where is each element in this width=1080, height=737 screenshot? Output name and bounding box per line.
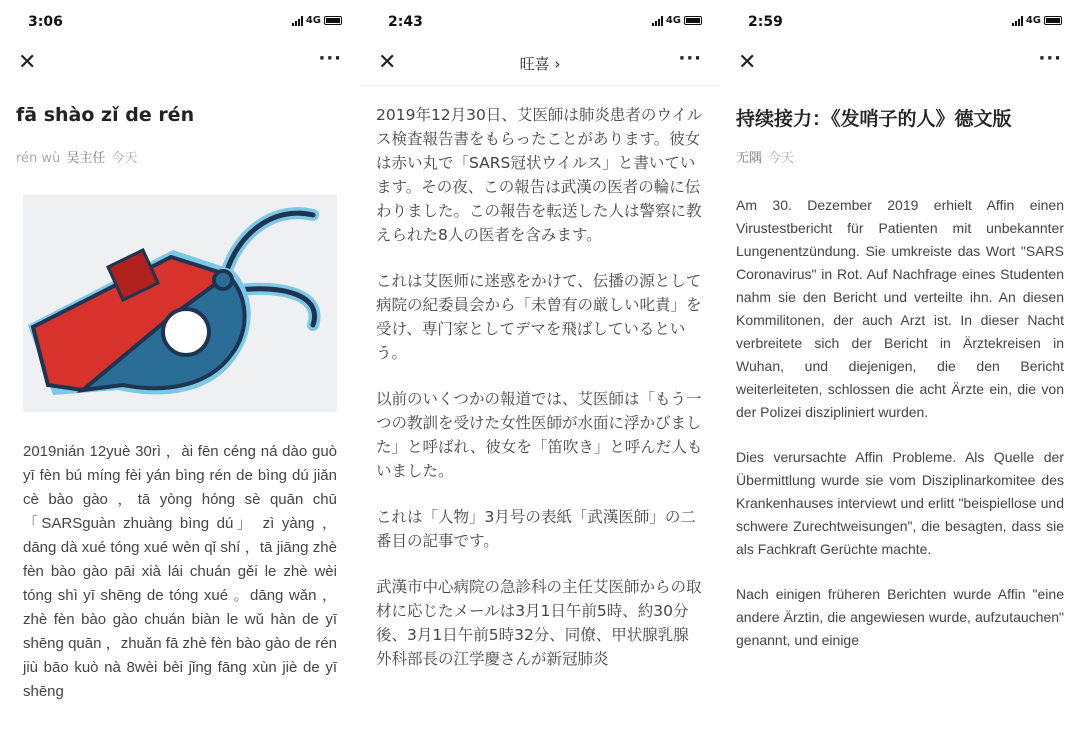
status-time: 2:43 xyxy=(388,14,423,30)
article-title: fā shào zǐ de rén xyxy=(16,104,195,126)
battery-icon xyxy=(324,16,342,25)
more-icon[interactable]: ··· xyxy=(1038,48,1062,69)
more-icon[interactable]: ··· xyxy=(678,48,702,69)
paragraph: 2019nián 12yuè 30rì ，ài fēn céng ná dào guò yī fèn bú míng fèi yán bìng rén de bìng dú jiǎn cè bào gào ，tā yòng hóng sè quān chū 「SARSguàn zhuàng bìng dú」 zì yàng ，dāng dà xué tóng xué wèn qǐ shí ，tā jiāng zhè fèn bào gào pāi xià lái chuán gěi le zhè wèi tóng shì yī shēng de tóng xué 。dāng wǎn ，zhè fèn bào gào chuán biàn le wǔ hàn de yī shēng quān ，zhuǎn fā zhè fèn bào gào de rén jiù bāo kuò nà 8wèi bèi jǐng fāng xùn jiè de yī shēng xyxy=(23,443,337,700)
paragraph: 武漢市中心病院の急診科の主任艾医師からの取材に応じたメールは3月1日午前5時、約30分後、3月1日午前5時32分、同僚、甲状腺乳腺外科部長の江学慶さんが新冠肺炎 xyxy=(376,578,702,668)
more-icon[interactable]: ··· xyxy=(318,48,342,69)
status-time: 3:06 xyxy=(28,14,63,30)
article-body xyxy=(736,194,1064,652)
author-name[interactable]: 无隅 xyxy=(736,151,763,166)
paragraph: Dies verursachte Affin Probleme. Als Quelle der Übermittlung wurde sie vom Disziplinarkomitee des Krankenhauses interviewt und erlitt "beispiellose und schwere Zurechtweisungen", die besagten, dass sie als Fachkraft Gerüchte machte. xyxy=(736,449,1064,557)
paragraph: Am 30. Dezember 2019 erhielt Affin einen Virustestbericht für Patienten mit unbekannter Lungenentzündung. Sie umkreiste das Wort "SARS Coronavirus" in Rot. Auf Nachfrage eines Studenten nahm sie den Bericht und verteilte ihn. An diesen Kommilitonen, der auch Arzt ist. In dieser Nacht verbreitete sich der Bericht in Ärztekreisen in Wuhan, und diejenigen, die den Bericht weiterleiteten, schlossen die acht Ärzte ein, die von der Polizei diszipliniert wurden. xyxy=(736,197,1064,420)
status-bar xyxy=(360,12,720,32)
close-icon[interactable]: ✕ xyxy=(378,50,397,75)
nav-divider xyxy=(360,85,720,86)
nav-bar xyxy=(0,48,360,80)
paragraph: Nach einigen früheren Berichten wurde Affin "eine andere Ärztin, die angewiesen wurde, aufzutauchen" genannt, und einige xyxy=(736,586,1064,648)
network-label: 4G xyxy=(1025,15,1041,26)
account-name-link[interactable]: 旺喜 › xyxy=(519,55,561,73)
status-time: 2:59 xyxy=(748,14,783,30)
paragraph: 以前のいくつかの報道では、艾医師は「もう一つの教訓を受けた女性医師が水面に浮かびました」と呼ばれ、彼女を「笛吹き」と呼んだ人もいました。 xyxy=(376,390,703,480)
close-icon[interactable]: ✕ xyxy=(18,50,37,75)
network-label: 4G xyxy=(305,15,321,26)
whistle-illustration xyxy=(23,195,337,412)
article-meta xyxy=(16,147,137,166)
article-title: 持续接力：《发哨子的人》德文版 xyxy=(736,108,1012,130)
article-body xyxy=(23,440,337,704)
signal-icon xyxy=(652,16,663,26)
status-bar xyxy=(720,12,1080,32)
battery-icon xyxy=(1044,16,1062,25)
paragraph: 2019年12月30日、艾医師は肺炎患者のウイルス検査報告書をもらったことがあります。彼女は赤い丸で「SARS冠状ウイルス」と書いています。その夜、この報告は武漢の医者の輪に伝わりました。この報告を転送した人は警察に教えられた8人の医者を含みます。 xyxy=(376,106,703,244)
publish-date: 今天 xyxy=(111,151,138,166)
article-meta xyxy=(736,147,794,166)
author-name[interactable]: 吴主任 xyxy=(66,151,106,166)
battery-icon xyxy=(684,16,702,25)
publish-date: 今天 xyxy=(768,151,795,166)
signal-icon xyxy=(292,16,303,26)
article-body xyxy=(376,103,704,671)
network-label: 4G xyxy=(665,15,681,26)
close-icon[interactable]: ✕ xyxy=(738,50,757,75)
status-bar xyxy=(0,12,360,32)
nav-bar xyxy=(360,48,720,80)
column-name[interactable]: rén wù xyxy=(16,151,61,166)
paragraph: これは「人物」3月号の表紙「武漢医師」の二番目の記事です。 xyxy=(376,508,696,550)
paragraph: これは艾医师に迷惑をかけて、伝播の源として病院の紀委員会から「未曽有の厳しい叱責」を受け、専门家としてデマを飛ばしているという。 xyxy=(376,272,702,362)
signal-icon xyxy=(1012,16,1023,26)
nav-bar xyxy=(720,48,1080,80)
